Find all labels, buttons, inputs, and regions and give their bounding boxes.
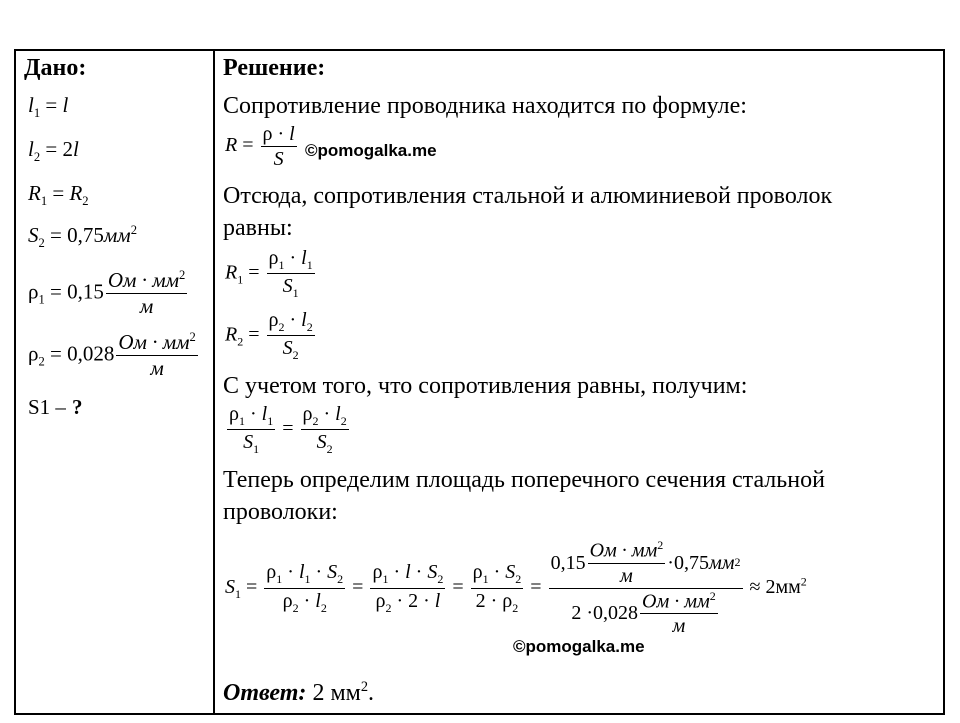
answer-value: 2 мм bbox=[312, 680, 361, 706]
solution-text-1: Сопротивление проводника находится по формуле: bbox=[223, 93, 747, 119]
given-column bbox=[16, 51, 213, 713]
solution-text-4b: проволоки: bbox=[223, 499, 338, 525]
solution-text-2b: равны: bbox=[223, 215, 293, 241]
rho2-value: 0,028 bbox=[67, 341, 115, 366]
formula-s1: $S_1$ = $\frac{\rho_1 \cdot l_1 \cdot S_2}{\rho_2 \cdot l_2}$ = $\frac{\rho_1 \cdot l \cdot S_2}{\rho_2 \cdot 2 \cdot l}$ = $\frac{\rho_1 \cdot S_2}{2 \cdot \rho_2}$ = 0,15 $\frac{Ом \cdot мм^2}{м}$ · 0,75 мм 2 2 · 0,028 $\frac{Ом \cdot мм^2}{м}$ ≈ $2мм^2$ bbox=[225, 538, 807, 638]
given-s2: $S_2 = 0,75мм^2$ bbox=[28, 223, 137, 251]
given-rho1: $\rho_1 = 0,15$ $\frac{Ом \cdot мм^2}{м}$ bbox=[28, 268, 186, 319]
formula-r2: $R_2$ = $\frac{\rho_2 \cdot l_2}{S_2}$ bbox=[225, 309, 313, 363]
formula-equal: $\frac{\rho_1 \cdot l_1}{S_1}$ = $\frac{\rho_2 \cdot l_2}{S_2}$ bbox=[229, 403, 347, 457]
s2-value: 0,75 bbox=[67, 223, 104, 247]
rho1-value: 0,15 bbox=[67, 279, 104, 304]
answer-label: Ответ: bbox=[223, 680, 307, 706]
s2-unit: мм bbox=[103, 223, 131, 247]
given-l1: $l_1 = l$ bbox=[28, 93, 69, 121]
answer-line: Ответ: 2 $мм^2$. bbox=[223, 679, 375, 706]
given-rho2: $\rho_2 = 0,028$ $\frac{Ом \cdot мм^2}{м}$ bbox=[28, 330, 196, 381]
unit-den: м bbox=[150, 356, 164, 381]
given-heading: Дано: bbox=[24, 55, 87, 81]
solution-heading: Решение: bbox=[223, 55, 326, 81]
solution-column bbox=[215, 51, 943, 713]
solution-text-3: С учетом того, что сопротивления равны, получим: bbox=[223, 373, 748, 399]
solution-table bbox=[14, 49, 945, 715]
result-value: ≈ $2мм^2$ bbox=[749, 574, 807, 598]
solution-text-2a: Отсюда, сопротивления стальной и алюминиевой проволок bbox=[223, 183, 833, 209]
solution-text-4a: Теперь определим площадь поперечного сечения стальной bbox=[223, 467, 825, 493]
given-r: $R_1 = R_2$ bbox=[28, 181, 89, 209]
given-l2: $l_2 = 2l$ bbox=[28, 137, 79, 165]
formula-r1: $R_1$ = $\frac{\rho_1 \cdot l_1}{S_1}$ bbox=[225, 247, 313, 301]
given-find: S1 – ? bbox=[28, 395, 83, 419]
question-mark: ? bbox=[71, 395, 83, 419]
unit-den: м bbox=[139, 294, 154, 319]
unit-num: Ом · мм bbox=[107, 268, 179, 292]
formula-r: R = $\frac{\rho \cdot l}{S}$ bbox=[225, 123, 295, 170]
watermark-bottom: ©pomogalka.me bbox=[513, 637, 645, 656]
watermark-top: ©pomogalka.me bbox=[305, 141, 437, 160]
unit-num: Ом · мм bbox=[118, 330, 190, 354]
